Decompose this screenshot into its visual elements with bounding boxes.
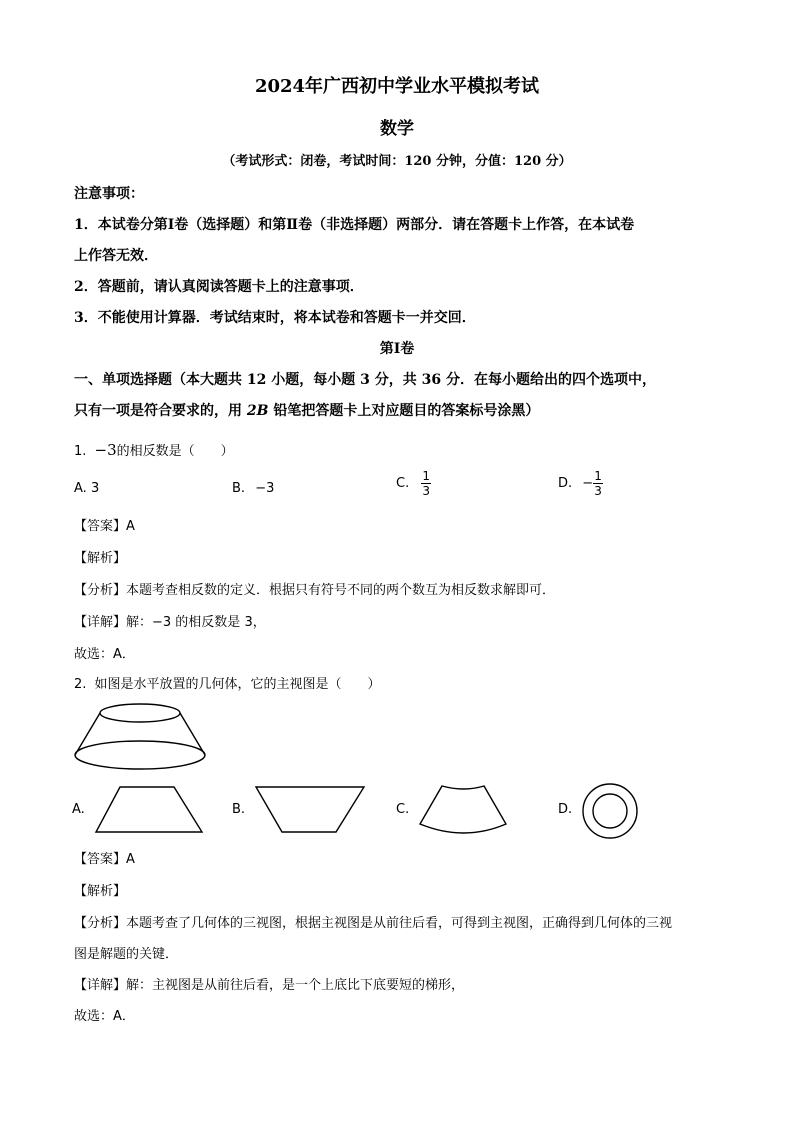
q1-option-d bbox=[558, 469, 603, 498]
q1-option-c-label: C. bbox=[396, 476, 410, 491]
q1-option-a-label: A. bbox=[74, 481, 87, 496]
q2-option-b-label: B. bbox=[232, 802, 246, 817]
q1-analysis-tag: 【解析】 bbox=[74, 551, 127, 566]
q1-option-c bbox=[396, 469, 431, 498]
q1-option-d-den: 3 bbox=[594, 484, 602, 498]
frustum-bottom-ellipse bbox=[75, 741, 205, 769]
q1-answer: 【答案】A bbox=[74, 519, 135, 534]
q2-option-c-label: C. bbox=[396, 802, 410, 817]
section-line-2a: 只有一项是符合要求的，用 bbox=[74, 403, 247, 419]
exam-info: （考试形式：闭卷，考试时间：120 分钟，分值：120 分） bbox=[222, 154, 572, 169]
q1-option-b-value: −3 bbox=[255, 481, 275, 496]
inverted-trapezoid-shape bbox=[254, 786, 366, 834]
q2-option-a-label: A. bbox=[72, 802, 85, 817]
subject-title: 数学 bbox=[380, 119, 414, 139]
q1-option-b bbox=[232, 481, 274, 496]
q1-option-b-label: B. bbox=[232, 481, 246, 496]
notice-item-1: 1．本试卷分第Ⅰ卷（选择题）和第Ⅱ卷（非选择题）两部分．请在答题卡上作答，在本试卷 bbox=[74, 217, 635, 233]
q2-option-d-label: D. bbox=[558, 802, 573, 817]
curved-trapezoid-shape bbox=[416, 784, 510, 836]
q1-number: 1. bbox=[74, 444, 87, 459]
q1-choose: 故选：A． bbox=[74, 647, 135, 662]
q2-stem-text: 如图是水平放置的几何体，它的主视图是（ ） bbox=[94, 677, 381, 692]
notice-heading: 注意事项： bbox=[74, 186, 144, 202]
q1-detail-text: 解：−3 的相反数是 3， bbox=[126, 615, 266, 630]
q1-stem-text: 的相反数是（ ） bbox=[116, 444, 234, 459]
section-line-1: 一、单项选择题（本大题共 12 小题，每小题 3 分，共 36 分．在每小题给出的四个选项中， bbox=[74, 372, 656, 388]
q1-analysis-text: 本题考查相反数的定义．根据只有符号不同的两个数互为相反数求解即可． bbox=[126, 583, 556, 598]
q1-detail-label: 【详解】 bbox=[74, 615, 127, 630]
frustum-top-ellipse bbox=[100, 704, 180, 722]
q1-option-c-num: 1 bbox=[422, 469, 430, 483]
q1-option-a-value: 3 bbox=[90, 481, 100, 496]
q1-analysis bbox=[74, 579, 555, 598]
q2-detail bbox=[74, 974, 464, 993]
frustum-right-edge bbox=[180, 713, 205, 755]
q2-analysis-line-1 bbox=[74, 912, 672, 931]
q1-detail bbox=[74, 611, 266, 630]
exam-title: 2024年广西初中学业水平模拟考试 bbox=[254, 76, 540, 97]
concentric-circles-shape bbox=[580, 781, 640, 841]
section-line-2b: 铅笔把答题卡上对应题目的答案标号涂黑） bbox=[268, 403, 540, 419]
q1-option-d-fraction bbox=[593, 469, 603, 498]
pencil-grade: 2B bbox=[246, 403, 269, 419]
q2-stem bbox=[74, 673, 381, 692]
q2-analysis-line-2: 图是解题的关键． bbox=[74, 947, 179, 962]
q1-expr: −3 bbox=[94, 441, 117, 459]
q1-analysis-label: 【分析】 bbox=[74, 583, 127, 598]
q2-detail-label: 【详解】 bbox=[74, 978, 127, 993]
q2-analysis-tag: 【解析】 bbox=[74, 884, 127, 899]
q1-option-d-num: 1 bbox=[594, 469, 602, 483]
notice-item-1-cont: 上作答无效． bbox=[74, 248, 158, 264]
q2-choose: 故选：A． bbox=[74, 1009, 135, 1024]
notice-item-3: 3．不能使用计算器．考试结束时，将本试卷和答题卡一并交回． bbox=[74, 310, 476, 326]
q2-detail-text: 解：主视图是从前往后看，是一个上底比下底要短的梯形， bbox=[126, 978, 465, 993]
q1-option-a bbox=[74, 481, 99, 496]
q1-stem bbox=[74, 440, 234, 459]
trapezoid-shape bbox=[94, 786, 204, 834]
q2-analysis-label: 【分析】 bbox=[74, 916, 127, 931]
section-line-2 bbox=[74, 400, 539, 420]
q1-option-d-label: D. bbox=[558, 476, 573, 491]
notice-item-2: 2．答题前，请认真阅读答题卡上的注意事项． bbox=[74, 279, 364, 295]
q2-number: 2. bbox=[74, 677, 87, 692]
q2-answer: 【答案】A bbox=[74, 852, 135, 867]
q1-option-c-fraction bbox=[421, 469, 431, 498]
q1-option-d-sign: − bbox=[582, 476, 594, 491]
q2-analysis-text-1: 本题考查了几何体的三视图，根据主视图是从前往后看，可得到主视图，正确得到几何体的三视 bbox=[126, 916, 673, 931]
frustum-left-edge bbox=[75, 713, 100, 755]
part-title: 第Ⅰ卷 bbox=[379, 341, 415, 357]
frustum-figure bbox=[70, 700, 210, 775]
q1-option-c-den: 3 bbox=[422, 484, 430, 498]
